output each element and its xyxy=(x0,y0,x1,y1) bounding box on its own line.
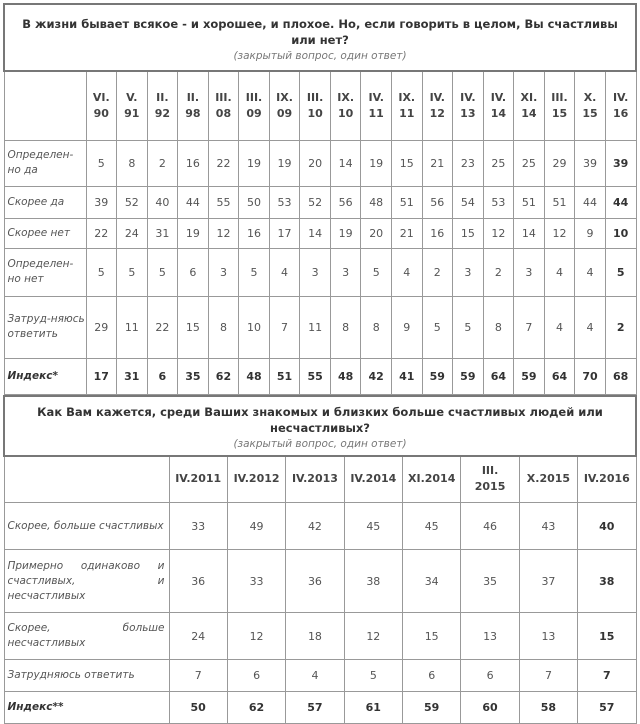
value-cell: 14 xyxy=(300,218,331,248)
value-cell: 3 xyxy=(330,248,361,296)
value-cell: 59 xyxy=(514,358,545,394)
column-header: IV.2014 xyxy=(344,456,402,503)
column-header: III. 10 xyxy=(300,71,331,140)
value-cell: 5 xyxy=(453,296,484,358)
survey-tables xyxy=(3,3,637,724)
value-cell: 10 xyxy=(605,218,636,248)
value-cell: 21 xyxy=(422,140,453,186)
value-cell: 3 xyxy=(514,248,545,296)
value-cell: 6 xyxy=(178,248,209,296)
value-cell: 8 xyxy=(361,296,392,358)
value-cell: 7 xyxy=(514,296,545,358)
value-cell: 3 xyxy=(300,248,331,296)
value-cell: 39 xyxy=(575,140,606,186)
value-cell: 10 xyxy=(239,296,270,358)
column-header: IV. 14 xyxy=(483,71,514,140)
column-header: IV.2011 xyxy=(169,456,227,503)
value-cell: 20 xyxy=(361,218,392,248)
value-cell: 45 xyxy=(403,503,461,550)
value-cell: 48 xyxy=(239,358,270,394)
value-cell: 3 xyxy=(453,248,484,296)
table-title xyxy=(4,396,636,456)
row-label: Затрудняюсь ответить xyxy=(4,660,169,692)
value-cell: 15 xyxy=(391,140,422,186)
value-cell: 44 xyxy=(575,186,606,218)
value-cell: 64 xyxy=(544,358,575,394)
column-header: IV. 13 xyxy=(453,71,484,140)
value-cell: 68 xyxy=(605,358,636,394)
value-cell: 16 xyxy=(422,218,453,248)
value-cell: 9 xyxy=(391,296,422,358)
value-cell: 8 xyxy=(483,296,514,358)
column-header: IV. 11 xyxy=(361,71,392,140)
value-cell: 11 xyxy=(300,296,331,358)
value-cell: 15 xyxy=(453,218,484,248)
value-cell: 18 xyxy=(286,613,344,660)
column-header: IX. 11 xyxy=(391,71,422,140)
value-cell: 25 xyxy=(514,140,545,186)
value-cell: 52 xyxy=(300,186,331,218)
value-cell: 60 xyxy=(461,692,519,724)
value-cell: 12 xyxy=(483,218,514,248)
value-cell: 7 xyxy=(169,660,227,692)
column-header: XI. 14 xyxy=(514,71,545,140)
value-cell: 21 xyxy=(391,218,422,248)
value-cell: 56 xyxy=(330,186,361,218)
table-title xyxy=(4,4,636,71)
value-cell: 46 xyxy=(461,503,519,550)
column-header: IV.2012 xyxy=(227,456,285,503)
column-header: X.2015 xyxy=(519,456,577,503)
table-row xyxy=(4,692,636,724)
value-cell: 62 xyxy=(208,358,239,394)
value-cell: 4 xyxy=(269,248,300,296)
value-cell: 19 xyxy=(361,140,392,186)
value-cell: 61 xyxy=(344,692,402,724)
value-cell: 22 xyxy=(208,140,239,186)
value-cell: 38 xyxy=(344,550,402,613)
value-cell: 5 xyxy=(86,140,117,186)
row-label: Скорее, больше несчастливых xyxy=(4,613,169,660)
value-cell: 42 xyxy=(361,358,392,394)
value-cell: 2 xyxy=(422,248,453,296)
value-cell: 4 xyxy=(575,248,606,296)
table-row xyxy=(4,248,636,296)
value-cell: 40 xyxy=(578,503,636,550)
value-cell: 4 xyxy=(544,296,575,358)
value-cell: 8 xyxy=(117,140,148,186)
value-cell: 42 xyxy=(286,503,344,550)
value-cell: 55 xyxy=(300,358,331,394)
value-cell: 20 xyxy=(300,140,331,186)
table-row xyxy=(4,660,636,692)
value-cell: 5 xyxy=(86,248,117,296)
value-cell: 29 xyxy=(86,296,117,358)
value-cell: 5 xyxy=(239,248,270,296)
value-cell: 57 xyxy=(286,692,344,724)
value-cell: 50 xyxy=(239,186,270,218)
row-label: Определен-но да xyxy=(4,140,86,186)
column-header: IV. 16 xyxy=(605,71,636,140)
value-cell: 22 xyxy=(147,296,178,358)
value-cell: 5 xyxy=(117,248,148,296)
column-header: IV.2016 xyxy=(578,456,636,503)
value-cell: 2 xyxy=(147,140,178,186)
value-cell: 17 xyxy=(269,218,300,248)
column-header: II. 98 xyxy=(178,71,209,140)
column-header: IX. 09 xyxy=(269,71,300,140)
value-cell: 35 xyxy=(461,550,519,613)
title-text: В жизни бывает всякое - и хорошее, и плохое. Но, если говорить в целом, Вы счастливы или нет? xyxy=(22,17,617,47)
row-label: Определен-но нет xyxy=(4,248,86,296)
value-cell: 34 xyxy=(403,550,461,613)
value-cell: 33 xyxy=(169,503,227,550)
value-cell: 40 xyxy=(147,186,178,218)
value-cell: 59 xyxy=(422,358,453,394)
value-cell: 4 xyxy=(286,660,344,692)
column-header: III. 09 xyxy=(239,71,270,140)
value-cell: 13 xyxy=(461,613,519,660)
value-cell: 4 xyxy=(391,248,422,296)
value-cell: 48 xyxy=(330,358,361,394)
value-cell: 64 xyxy=(483,358,514,394)
value-cell: 25 xyxy=(483,140,514,186)
value-cell: 12 xyxy=(544,218,575,248)
value-cell: 43 xyxy=(519,503,577,550)
value-cell: 39 xyxy=(605,140,636,186)
value-cell: 5 xyxy=(344,660,402,692)
value-cell: 7 xyxy=(578,660,636,692)
value-cell: 53 xyxy=(483,186,514,218)
value-cell: 51 xyxy=(544,186,575,218)
column-header: XI.2014 xyxy=(403,456,461,503)
table-row xyxy=(4,503,636,550)
acquaintances-table xyxy=(3,395,637,724)
value-cell: 44 xyxy=(178,186,209,218)
value-cell: 59 xyxy=(453,358,484,394)
value-cell: 38 xyxy=(578,550,636,613)
value-cell: 53 xyxy=(269,186,300,218)
value-cell: 12 xyxy=(208,218,239,248)
value-cell: 6 xyxy=(461,660,519,692)
value-cell: 51 xyxy=(514,186,545,218)
value-cell: 6 xyxy=(403,660,461,692)
value-cell: 7 xyxy=(269,296,300,358)
value-cell: 62 xyxy=(227,692,285,724)
value-cell: 41 xyxy=(391,358,422,394)
value-cell: 23 xyxy=(453,140,484,186)
value-cell: 12 xyxy=(344,613,402,660)
value-cell: 36 xyxy=(286,550,344,613)
value-cell: 5 xyxy=(605,248,636,296)
value-cell: 19 xyxy=(269,140,300,186)
table-row xyxy=(4,296,636,358)
column-header: II. 92 xyxy=(147,71,178,140)
column-header: IV. 12 xyxy=(422,71,453,140)
table-row xyxy=(4,358,636,394)
value-cell: 17 xyxy=(86,358,117,394)
value-cell: 6 xyxy=(227,660,285,692)
value-cell: 24 xyxy=(169,613,227,660)
value-cell: 2 xyxy=(483,248,514,296)
title-text: Как Вам кажется, среди Ваших знакомых и близких больше счастливых людей или несчастливых? xyxy=(37,405,603,435)
column-header: IX. 10 xyxy=(330,71,361,140)
column-header: V. 91 xyxy=(117,71,148,140)
value-cell: 50 xyxy=(169,692,227,724)
column-header: III. 15 xyxy=(544,71,575,140)
value-cell: 4 xyxy=(575,296,606,358)
value-cell: 5 xyxy=(147,248,178,296)
value-cell: 24 xyxy=(117,218,148,248)
corner-cell xyxy=(4,456,169,503)
value-cell: 45 xyxy=(344,503,402,550)
value-cell: 16 xyxy=(239,218,270,248)
value-cell: 58 xyxy=(519,692,577,724)
table-row xyxy=(4,140,636,186)
value-cell: 8 xyxy=(208,296,239,358)
value-cell: 33 xyxy=(227,550,285,613)
value-cell: 36 xyxy=(169,550,227,613)
value-cell: 6 xyxy=(147,358,178,394)
row-label: Индекс* xyxy=(4,358,86,394)
value-cell: 59 xyxy=(403,692,461,724)
row-label: Затруд-няюсь ответить xyxy=(4,296,86,358)
value-cell: 56 xyxy=(422,186,453,218)
value-cell: 31 xyxy=(147,218,178,248)
value-cell: 15 xyxy=(578,613,636,660)
subtitle-text: (закрытый вопрос, один ответ) xyxy=(9,48,631,64)
value-cell: 4 xyxy=(544,248,575,296)
value-cell: 22 xyxy=(86,218,117,248)
value-cell: 15 xyxy=(178,296,209,358)
value-cell: 14 xyxy=(330,140,361,186)
row-label: Скорее нет xyxy=(4,218,86,248)
value-cell: 19 xyxy=(178,218,209,248)
value-cell: 19 xyxy=(330,218,361,248)
value-cell: 51 xyxy=(391,186,422,218)
row-label: Скорее, больше счастливых xyxy=(4,503,169,550)
table-row xyxy=(4,218,636,248)
value-cell: 44 xyxy=(605,186,636,218)
value-cell: 19 xyxy=(239,140,270,186)
value-cell: 15 xyxy=(403,613,461,660)
value-cell: 48 xyxy=(361,186,392,218)
row-label: Индекс** xyxy=(4,692,169,724)
table-row xyxy=(4,550,636,613)
value-cell: 31 xyxy=(117,358,148,394)
value-cell: 13 xyxy=(519,613,577,660)
column-header: IV.2013 xyxy=(286,456,344,503)
happiness-table xyxy=(3,3,637,395)
column-header: III. 08 xyxy=(208,71,239,140)
value-cell: 14 xyxy=(514,218,545,248)
column-header: VI. 90 xyxy=(86,71,117,140)
table-row xyxy=(4,186,636,218)
value-cell: 37 xyxy=(519,550,577,613)
value-cell: 49 xyxy=(227,503,285,550)
value-cell: 16 xyxy=(178,140,209,186)
value-cell: 57 xyxy=(578,692,636,724)
value-cell: 5 xyxy=(361,248,392,296)
value-cell: 52 xyxy=(117,186,148,218)
value-cell: 3 xyxy=(208,248,239,296)
column-header: X. 15 xyxy=(575,71,606,140)
value-cell: 39 xyxy=(86,186,117,218)
value-cell: 12 xyxy=(227,613,285,660)
value-cell: 7 xyxy=(519,660,577,692)
corner-cell xyxy=(4,71,86,140)
column-header: III. 2015 xyxy=(461,456,519,503)
value-cell: 55 xyxy=(208,186,239,218)
value-cell: 51 xyxy=(269,358,300,394)
value-cell: 35 xyxy=(178,358,209,394)
value-cell: 70 xyxy=(575,358,606,394)
row-label: Примерно одинаково и счастливых, и несчастливых xyxy=(4,550,169,613)
table-row xyxy=(4,613,636,660)
value-cell: 2 xyxy=(605,296,636,358)
value-cell: 54 xyxy=(453,186,484,218)
row-label: Скорее да xyxy=(4,186,86,218)
value-cell: 8 xyxy=(330,296,361,358)
value-cell: 29 xyxy=(544,140,575,186)
subtitle-text: (закрытый вопрос, один ответ) xyxy=(9,436,631,452)
value-cell: 11 xyxy=(117,296,148,358)
value-cell: 9 xyxy=(575,218,606,248)
value-cell: 5 xyxy=(422,296,453,358)
